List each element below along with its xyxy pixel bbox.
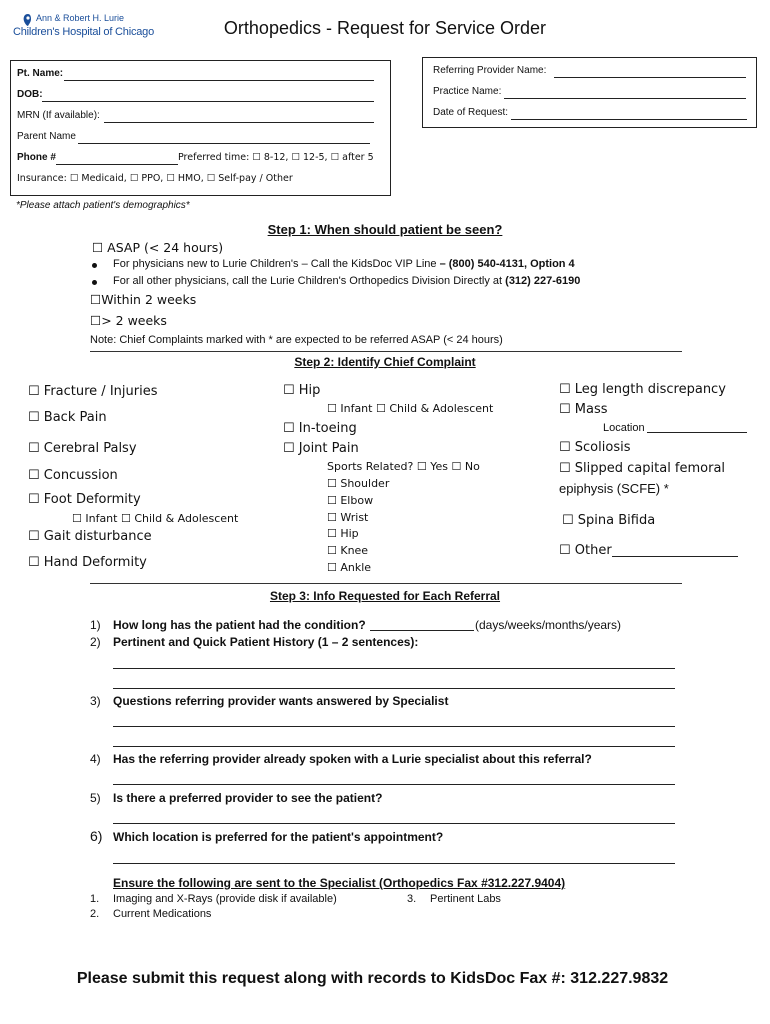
back-pain-checkbox[interactable]: ☐ Back Pain (28, 410, 107, 425)
sports-related-options[interactable]: Sports Related? ☐ Yes ☐ No (327, 460, 480, 473)
knee-checkbox[interactable]: ☐ Knee (327, 544, 369, 557)
date-of-request-label: Date of Request: (433, 107, 509, 118)
ensure-item-2-number: 2. (90, 908, 100, 920)
other-field[interactable] (612, 556, 738, 557)
scoliosis-checkbox[interactable]: ☐ Scoliosis (559, 440, 631, 455)
step3-heading: Step 3: Info Requested for Each Referral (269, 589, 501, 603)
date-of-request-field[interactable] (511, 119, 747, 120)
question-1: How long has the patient had the condition? (113, 618, 366, 632)
logo-line-2: Children's Hospital of Chicago (13, 26, 155, 38)
asap-note: Note: Chief Complaints marked with * are expected to be referred ASAP (< 24 hours) (90, 334, 503, 346)
leg-length-checkbox[interactable]: ☐ Leg length discrepancy (559, 382, 726, 397)
ensure-item-1-number: 1. (90, 893, 100, 905)
specialist-contact-field[interactable] (113, 784, 675, 785)
cerebral-palsy-checkbox[interactable]: ☐ Cerebral Palsy (28, 441, 137, 456)
dob-field[interactable] (42, 101, 374, 102)
divider (90, 583, 682, 584)
asap-checkbox[interactable]: ☐ ASAP (< 24 hours) (92, 240, 224, 255)
questions-field-line-2[interactable] (113, 746, 675, 747)
foot-age-options[interactable]: ☐ Infant ☐ Child & Adolescent (72, 512, 239, 525)
page-title: Orthopedics - Request for Service Order (223, 18, 547, 38)
hip-joint-checkbox[interactable]: ☐ Hip (327, 527, 359, 540)
referring-provider-label: Referring Provider Name: (433, 65, 547, 76)
question-2: Pertinent and Quick Patient History (1 – 2 sentences): (113, 635, 419, 649)
phone-label: Phone # (17, 152, 56, 163)
shoulder-checkbox[interactable]: ☐ Shoulder (327, 477, 390, 490)
divider (90, 351, 682, 352)
ensure-item-3: Pertinent Labs (430, 893, 501, 905)
other-checkbox[interactable]: ☐ Other (559, 543, 612, 558)
step1-bullet-2: For all other physicians, call the Lurie Children's Orthopedics Division Directly at (312) 227-6190 (113, 275, 581, 287)
ensure-item-2: Current Medications (113, 908, 212, 920)
preferred-location-field[interactable] (113, 863, 675, 864)
condition-duration-field[interactable] (370, 630, 474, 631)
pt-name-field[interactable] (64, 80, 374, 81)
concussion-checkbox[interactable]: ☐ Concussion (28, 468, 118, 483)
questions-field-line-1[interactable] (113, 726, 675, 727)
spina-bifida-checkbox[interactable]: ☐ Spina Bifida (562, 513, 656, 528)
ankle-checkbox[interactable]: ☐ Ankle (327, 561, 372, 574)
hip-checkbox[interactable]: ☐ Hip (283, 383, 321, 398)
mass-checkbox[interactable]: ☐ Mass (559, 402, 608, 417)
ensure-heading: Ensure the following are sent to the Specialist (Orthopedics Fax #312.227.9404) (113, 876, 566, 890)
step2-heading: Step 2: Identify Chief Complaint (294, 355, 476, 369)
question-3: Questions referring provider wants answered by Specialist (113, 694, 449, 708)
scfe-label-continued: epiphysis (SCFE) * (559, 481, 669, 496)
hip-age-options[interactable]: ☐ Infant ☐ Child & Adolescent (327, 402, 494, 415)
question-2-number: 2) (90, 635, 101, 649)
mass-location-label: Location (603, 422, 645, 434)
mass-location-field[interactable] (647, 432, 747, 433)
pt-name-label: Pt. Name: (17, 68, 64, 79)
foot-deformity-checkbox[interactable]: ☐ Foot Deformity (28, 492, 141, 507)
phone-field[interactable] (56, 164, 178, 165)
within-2-weeks-checkbox[interactable]: ☐Within 2 weeks (90, 292, 197, 307)
mrn-label: MRN (If available): (17, 110, 100, 121)
gait-disturbance-checkbox[interactable]: ☐ Gait disturbance (28, 529, 152, 544)
preferred-provider-field[interactable] (113, 823, 675, 824)
question-1-number: 1) (90, 618, 101, 632)
mrn-field[interactable] (104, 122, 374, 123)
history-field-line-2[interactable] (113, 688, 675, 689)
question-6: Which location is preferred for the patient's appointment? (113, 830, 444, 844)
referring-provider-field[interactable] (554, 77, 746, 78)
over-2-weeks-checkbox[interactable]: ☐> 2 weeks (90, 313, 167, 328)
parent-name-label: Parent Name (17, 131, 76, 142)
bullet-icon (92, 280, 97, 285)
preferred-time-options[interactable]: Preferred time: ☐ 8-12, ☐ 12-5, ☐ after 5 (178, 152, 374, 163)
wrist-checkbox[interactable]: ☐ Wrist (327, 511, 369, 524)
joint-pain-checkbox[interactable]: ☐ Joint Pain (283, 441, 359, 456)
question-5-number: 5) (90, 791, 101, 805)
question-5: Is there a preferred provider to see the patient? (113, 791, 383, 805)
step1-heading: Step 1: When should patient be seen? (267, 222, 503, 237)
fracture-checkbox[interactable]: ☐ Fracture / Injuries (28, 384, 158, 399)
hand-deformity-checkbox[interactable]: ☐ Hand Deformity (28, 555, 147, 570)
history-field-line-1[interactable] (113, 668, 675, 669)
logo-line-1: Ann & Robert H. Lurie (36, 13, 125, 23)
question-3-number: 3) (90, 694, 101, 708)
attach-demographics-note: *Please attach patient's demographics* (16, 200, 190, 211)
dob-label: DOB: (17, 89, 43, 100)
elbow-checkbox[interactable]: ☐ Elbow (327, 494, 374, 507)
practice-name-label: Practice Name: (433, 86, 502, 97)
step1-bullet-1: For physicians new to Lurie Children's – Call the KidsDoc VIP Line – (800) 540-4131, Option 4 (113, 258, 575, 270)
question-4: Has the referring provider already spoken with a Lurie specialist about this referral? (113, 752, 592, 766)
insurance-options[interactable]: Insurance: ☐ Medicaid, ☐ PPO, ☐ HMO, ☐ Self-pay / Other (17, 173, 293, 184)
in-toeing-checkbox[interactable]: ☐ In-toeing (283, 421, 357, 436)
submit-instructions: Please submit this request along with records to KidsDoc Fax #: 312.227.9832 (76, 970, 669, 987)
question-4-number: 4) (90, 752, 101, 766)
scfe-checkbox[interactable]: ☐ Slipped capital femoral (559, 461, 726, 476)
duration-units: (days/weeks/months/years) (475, 618, 622, 632)
bullet-icon (92, 263, 97, 268)
ensure-item-1: Imaging and X-Rays (provide disk if available) (113, 893, 337, 905)
ensure-item-3-number: 3. (407, 893, 417, 905)
practice-name-field[interactable] (504, 98, 746, 99)
question-6-number: 6) (90, 828, 103, 844)
parent-name-field[interactable] (78, 143, 370, 144)
